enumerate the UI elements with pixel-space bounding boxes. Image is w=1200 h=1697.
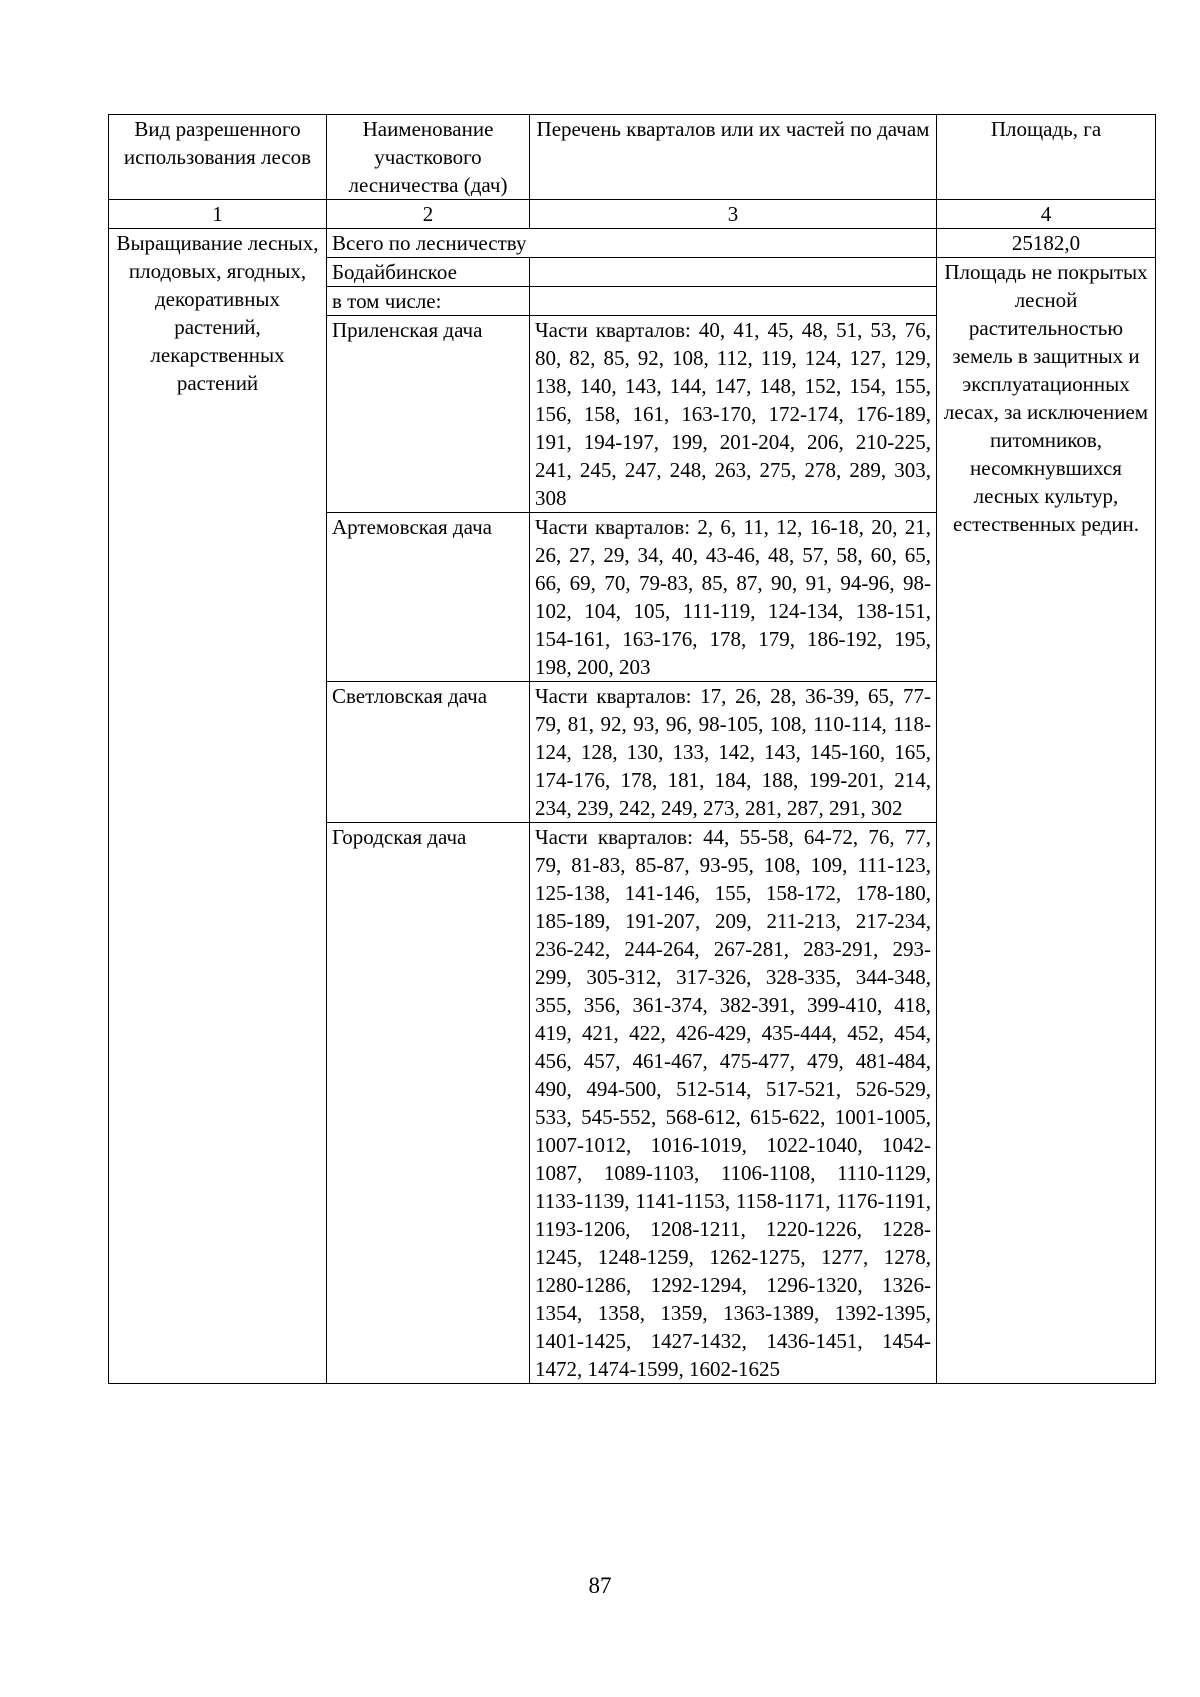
quarters-list: Части кварталов: 17, 26, 28, 36-39, 65, 77-79, 81, 92, 93, 96, 98-105, 108, 110-114, 118-124, 128, 130, 133, 142, 143, 145-160, 165, 174-176, 178, 181, 184, 188, 199-201, 214, 234, 239, 242, 249, 273, 281, 287, 291, 302 bbox=[530, 682, 937, 823]
dacha-name: Приленская дача bbox=[327, 316, 530, 513]
forestry-name: Бодайбинское bbox=[327, 258, 530, 287]
header-forestry-name: Наименование участкового лесничества (дач) bbox=[327, 115, 530, 200]
use-type-cell: Выращивание лесных, плодовых, ягодных, декоративных растений, лекарственных растений bbox=[109, 229, 327, 1384]
table-header-row bbox=[109, 115, 1156, 200]
quarters-list: Части кварталов: 44, 55-58, 64-72, 76, 77, 79, 81-83, 85-87, 93-95, 108, 109, 111-123, 125-138, 141-146, 155, 158-172, 178-180, 185-189, 191-207, 209, 211-213, 217-234, 236-242, 244-264, 267-281, 283-291, 293-299, 305-312, 317-326, 328-335, 344-348, 355, 356, 361-374, 382-391, 399-410, 418, 419, 421, 422, 426-429, 435-444, 452, 454, 456, 457, 461-467, 475-477, 479, 481-484, 490, 494-500, 512-514, 517-521, 526-529, 533, 545-552, 568-612, 615-622, 1001-1005, 1007-1012, 1016-1019, 1022-1040, 1042-1087, 1089-1103, 1106-1108, 1110-1129, 1133-1139, 1141-1153, 1158-1171, 1176-1191, 1193-1206, 1208-1211, 1220-1226, 1228-1245, 1248-1259, 1262-1275, 1277, 1278, 1280-1286, 1292-1294, 1296-1320, 1326-1354, 1358, 1359, 1363-1389, 1392-1395, 1401-1425, 1427-1432, 1436-1451, 1454-1472, 1474-1599, 1602-1625 bbox=[530, 823, 937, 1384]
column-number: 3 bbox=[530, 200, 937, 229]
page-number: 87 bbox=[588, 1573, 612, 1598]
including-label: в том числе: bbox=[327, 287, 530, 316]
column-number: 1 bbox=[109, 200, 327, 229]
column-number: 4 bbox=[937, 200, 1156, 229]
quarters-list: Части кварталов: 40, 41, 45, 48, 51, 53, 76, 80, 82, 85, 92, 108, 112, 119, 124, 127, 129, 138, 140, 143, 144, 147, 148, 152, 154, 155, 156, 158, 161, 163-170, 172-174, 176-189, 191, 194-197, 199, 201-204, 206, 210-225, 241, 245, 247, 248, 263, 275, 278, 289, 303, 308 bbox=[530, 316, 937, 513]
quarters-list: Части кварталов: 2, 6, 11, 12, 16-18, 20, 21, 26, 27, 29, 34, 40, 43-46, 48, 57, 58, 60, 65, 66, 69, 70, 79-83, 85, 87, 90, 91, 94-96, 98-102, 104, 105, 111-119, 124-134, 138-151, 154-161, 163-176, 178, 179, 186-192, 195, 198, 200, 203 bbox=[530, 513, 937, 682]
area-note: Площадь не покрытых лесной растительностью земель в защитных и эксплуатационных лесах, за исключением питомников, несомкнувшихся лесных культур, естественных редин. bbox=[937, 258, 1156, 1384]
header-quarters-list: Перечень кварталов или их частей по дачам bbox=[530, 115, 937, 200]
dacha-name: Артемовская дача bbox=[327, 513, 530, 682]
total-label: Всего по лесничеству bbox=[327, 229, 937, 258]
total-area: 25182,0 bbox=[937, 229, 1156, 258]
total-row bbox=[109, 229, 1156, 258]
dacha-name: Городская дача bbox=[327, 823, 530, 1384]
dacha-name: Светловская дача bbox=[327, 682, 530, 823]
column-number-row bbox=[109, 200, 1156, 229]
empty-cell bbox=[530, 258, 937, 287]
header-area: Площадь, га bbox=[937, 115, 1156, 200]
forest-use-table bbox=[108, 114, 1156, 1384]
column-number: 2 bbox=[327, 200, 530, 229]
empty-cell bbox=[530, 287, 937, 316]
header-use-type: Вид разрешенного использования лесов bbox=[109, 115, 327, 200]
